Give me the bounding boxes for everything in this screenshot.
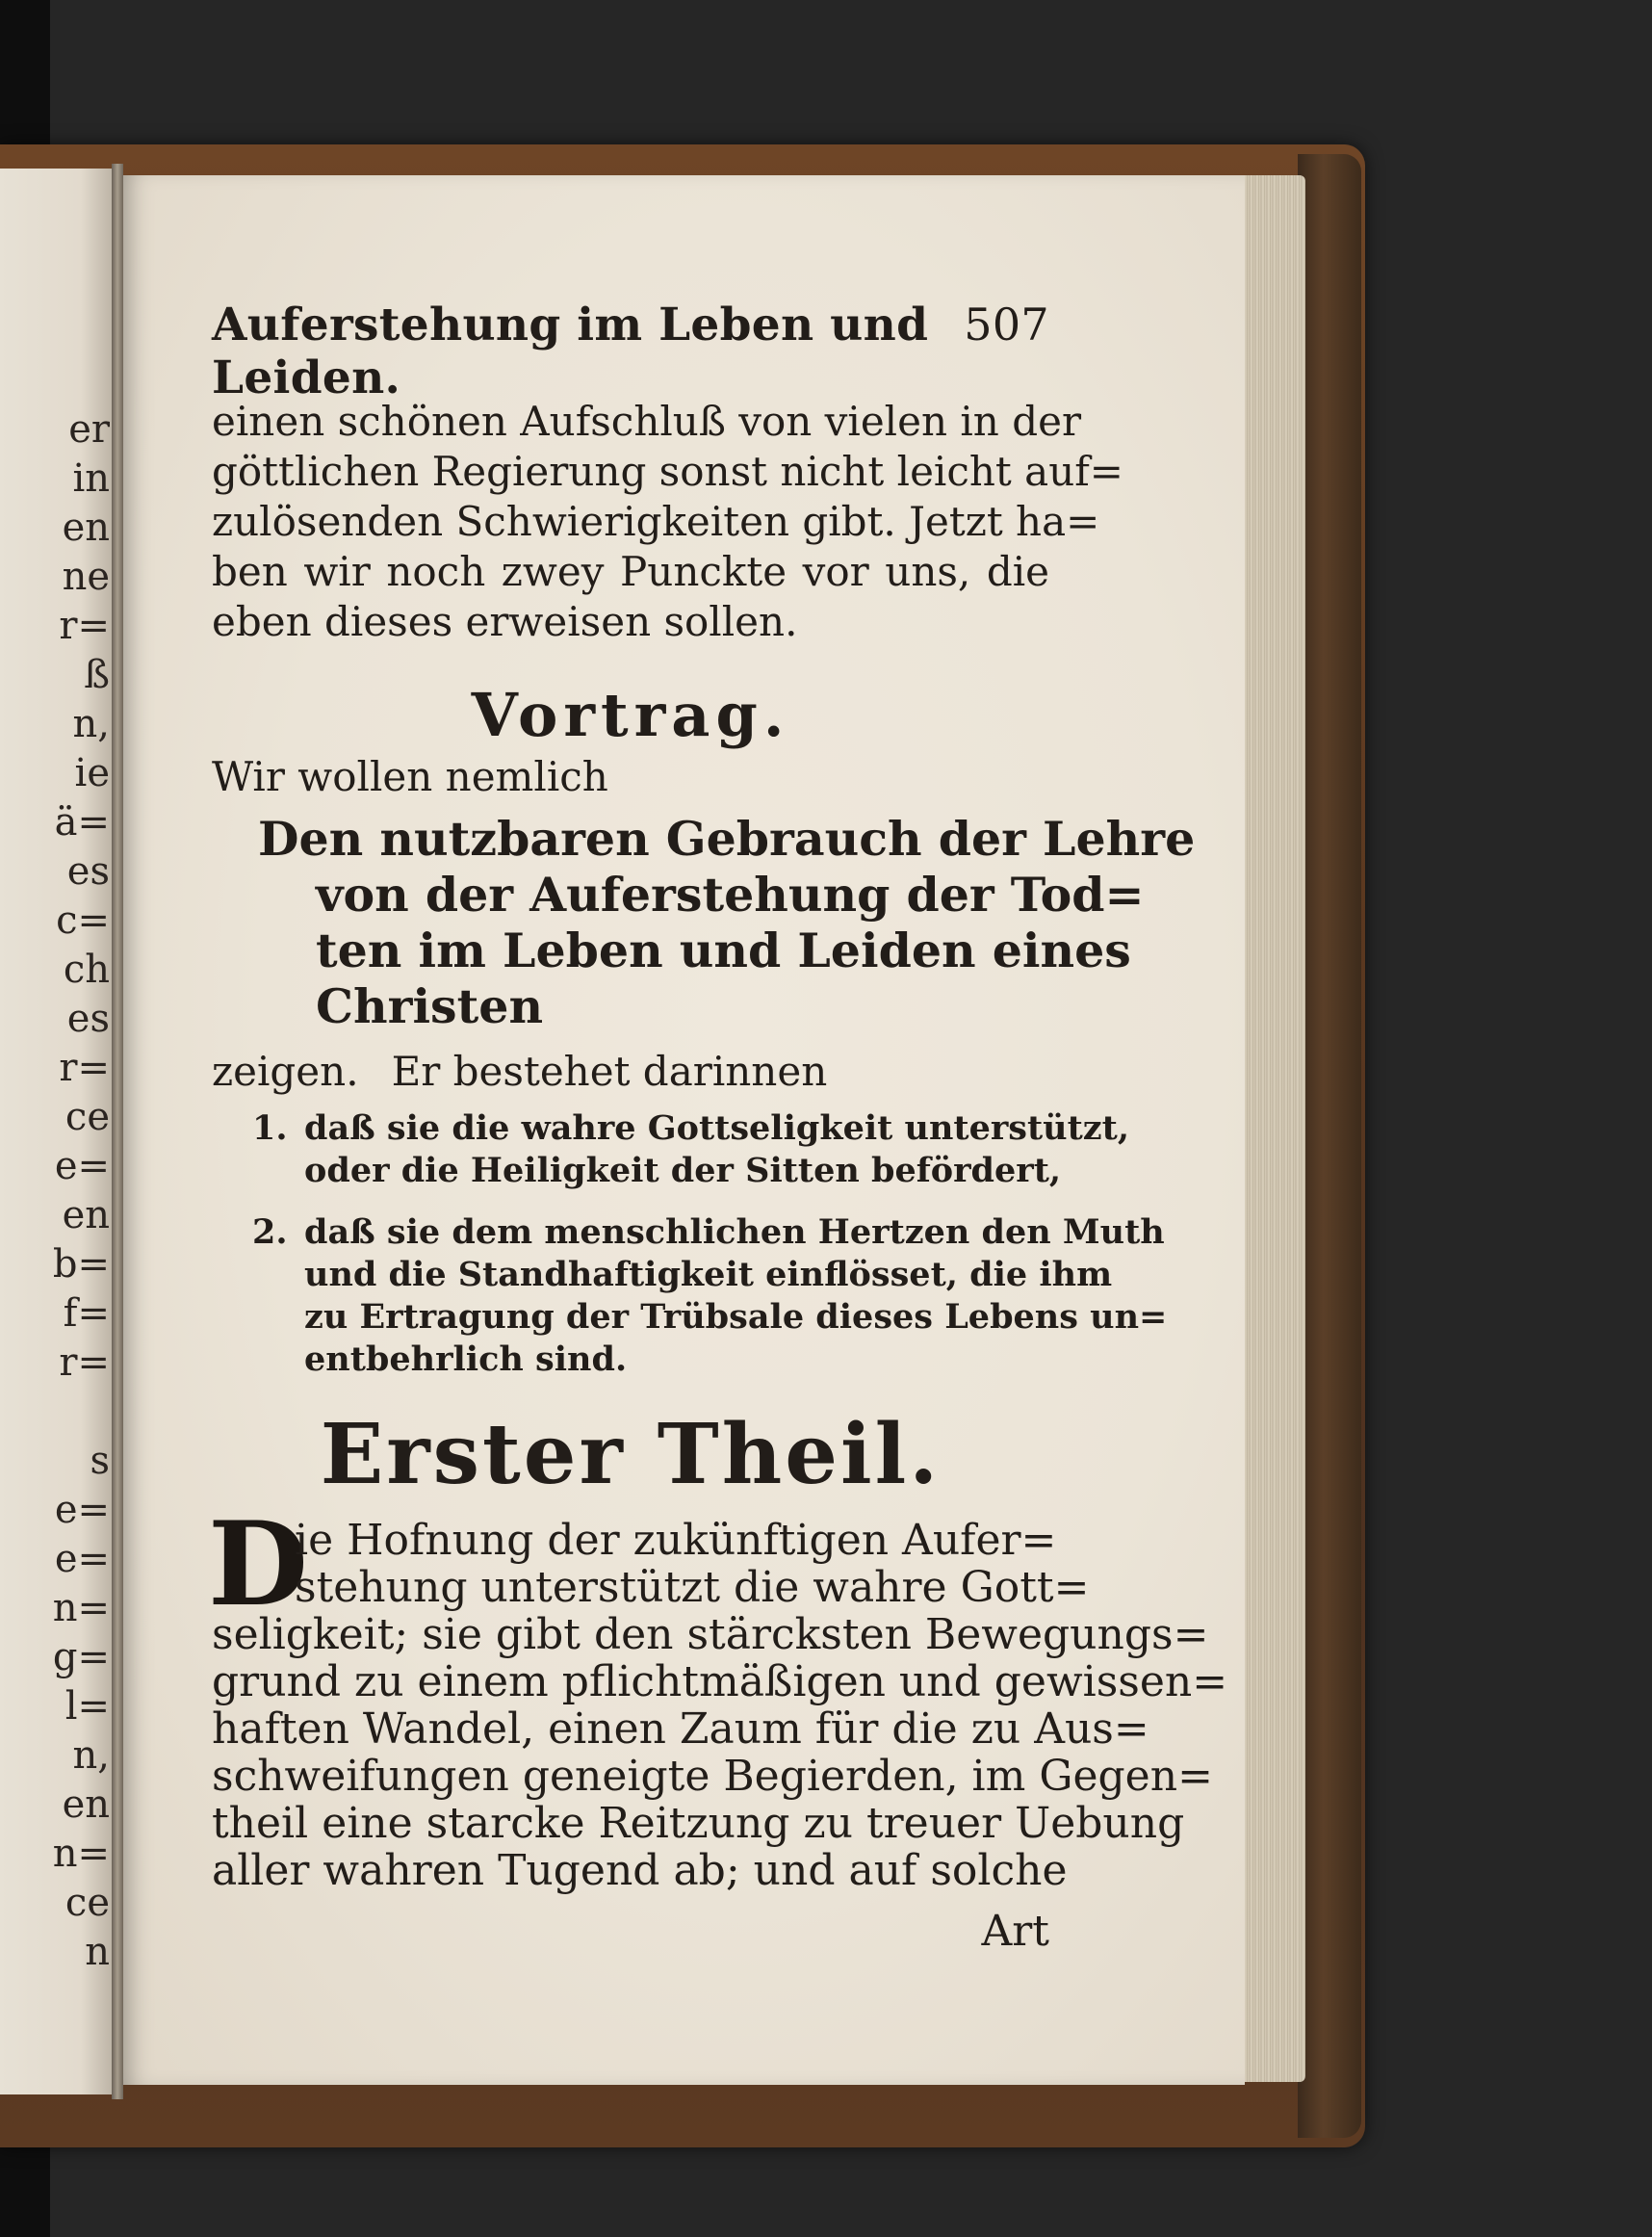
thesis-line: ten im Leben und Leiden eines — [316, 923, 1131, 978]
left-fragment: en — [62, 1782, 110, 1827]
left-fragment: ce — [65, 1881, 110, 1925]
shows-rest: Er bestehet darinnen — [391, 1048, 828, 1095]
page-edges — [1242, 175, 1305, 2082]
left-fragment: r= — [59, 604, 110, 648]
text-line: ben wir noch zwey Punckte vor uns, die — [212, 548, 1049, 595]
text-line: theil eine starcke Reitzung zu treuer Uebung — [212, 1799, 1185, 1848]
main-paragraph — [212, 1516, 1228, 1895]
left-fragment: ie — [74, 751, 110, 795]
cover-edge — [1298, 154, 1361, 2138]
page-number: 507 — [964, 299, 1049, 351]
point-number: 2. — [252, 1212, 288, 1252]
left-fragment: in — [72, 456, 110, 501]
left-fragment: g= — [52, 1635, 110, 1679]
thesis-line: Den nutzbaren Gebrauch der Lehre — [258, 811, 1196, 867]
left-fragment: es — [66, 849, 110, 894]
left-fragment: r= — [59, 1046, 110, 1090]
left-fragment: ch — [63, 948, 110, 992]
text-line: einen schönen Aufschluß von vielen in der — [212, 398, 1082, 445]
point-number: 1. — [252, 1108, 288, 1148]
left-fragment: es — [66, 997, 110, 1041]
book-gutter — [112, 164, 123, 2099]
point-line: zu Ertragung der Trübsale dieses Lebens un= — [304, 1297, 1168, 1337]
left-fragment: f= — [63, 1291, 110, 1336]
text-line: seligkeit; sie gibt den stärcksten Bewegungs= — [212, 1610, 1209, 1659]
intro-line: Wir wollen nemlich — [212, 753, 608, 800]
thesis — [258, 811, 1196, 1034]
text-line: ie Hofnung der zukünftigen Aufer= — [295, 1516, 1057, 1565]
text-line: eben dieses erweisen sollen. — [212, 598, 798, 645]
text-line: haften Wandel, einen Zaum für die zu Aus= — [212, 1704, 1149, 1754]
text-line: schweifungen geneigte Begierden, im Gegen= — [212, 1752, 1213, 1801]
left-fragment — [0, 1388, 110, 1437]
point-line: daß sie die wahre Gottseligkeit unterstützt, — [304, 1108, 1130, 1148]
part-title: Erster Theil. — [320, 1406, 942, 1503]
left-fragment: en — [62, 506, 110, 550]
left-fragment: n, — [72, 1733, 110, 1778]
section-heading: Vortrag. — [471, 680, 790, 750]
left-fragment: n= — [52, 1586, 110, 1630]
left-fragment: r= — [59, 1340, 110, 1385]
left-fragment: n= — [52, 1832, 110, 1876]
point-line: oder die Heiligkeit der Sitten befördert, — [304, 1151, 1062, 1190]
left-fragment: n — [85, 1930, 110, 1974]
running-head-title: Auferstehung im Leben und Leiden. — [212, 299, 929, 404]
running-head — [212, 299, 1049, 404]
left-fragment: n, — [72, 702, 110, 746]
shows-word: zeigen. — [212, 1048, 359, 1095]
numbered-points — [252, 1107, 1168, 1400]
left-fragment: e= — [54, 1488, 110, 1532]
thesis-line: Christen — [316, 978, 544, 1034]
left-fragment: er — [68, 407, 110, 452]
left-fragment: b= — [52, 1242, 110, 1287]
thesis-line: von der Auferstehung der Tod= — [316, 867, 1145, 923]
point-item — [252, 1211, 1168, 1381]
point-line: und die Standhaftigkeit einflösset, die ihm — [304, 1255, 1113, 1294]
text-line: zulösenden Schwierigkeiten gibt. Jetzt ha= — [212, 498, 1100, 545]
left-fragment: en — [62, 1193, 110, 1237]
left-fragment: e= — [54, 1537, 110, 1581]
left-fragment: ne — [62, 555, 110, 599]
point-line: entbehrlich sind. — [304, 1340, 628, 1379]
drop-cap: D — [208, 1496, 309, 1632]
opening-paragraph — [212, 397, 1123, 647]
left-page — [0, 169, 116, 2094]
point-line: daß sie dem menschlichen Hertzen den Muth — [304, 1212, 1165, 1252]
left-fragment: l= — [65, 1684, 110, 1729]
left-fragment: s — [90, 1439, 110, 1483]
shows-line — [212, 1048, 1049, 1095]
left-fragment: ß — [84, 653, 110, 697]
left-page-fragments — [0, 405, 110, 1977]
text-line: stehung unterstützt die wahre Gott= — [295, 1563, 1090, 1612]
text-line: grund zu einem pflichtmäßigen und gewissen= — [212, 1657, 1228, 1706]
left-fragment: ce — [65, 1095, 110, 1139]
catchword: Art — [981, 1907, 1049, 1956]
left-fragment: e= — [54, 1144, 110, 1188]
text-line: aller wahren Tugend ab; und auf solche — [212, 1846, 1068, 1895]
text-line: göttlichen Regierung sonst nicht leicht auf= — [212, 448, 1123, 495]
point-item — [252, 1107, 1130, 1192]
left-fragment: ä= — [54, 800, 110, 845]
left-fragment: c= — [56, 898, 110, 943]
